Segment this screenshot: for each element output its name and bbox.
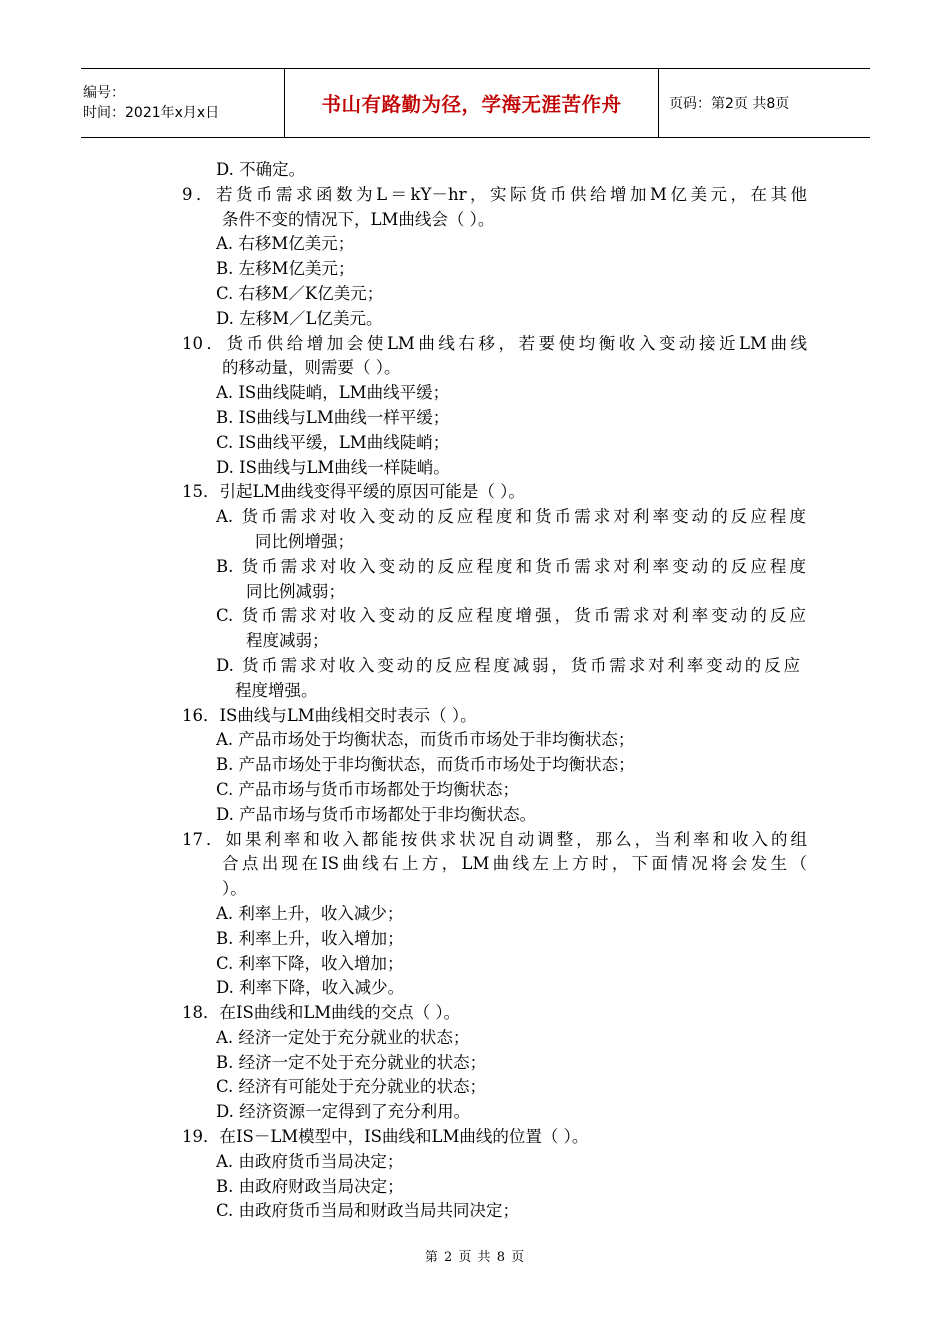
line-text: A. IS曲线陡峭，LM曲线平缓； (216, 383, 450, 403)
page-header (81, 68, 870, 138)
option-continuation (0, 530, 950, 555)
question-line (0, 480, 950, 505)
question-line (0, 332, 950, 357)
option-line (0, 927, 950, 952)
line-text: A. 产品市场处于均衡状态，而货币市场处于非均衡状态； (216, 730, 635, 750)
line-text: C. 经济有可能处于充分就业的状态； (216, 1077, 487, 1097)
line-text: D. 经济资源一定得到了充分利用。 (216, 1102, 471, 1122)
line-text: A. 货币需求对收入变动的反应程度和货币需求对利率变动的反应程度 (216, 507, 806, 527)
option-line (0, 902, 950, 927)
option-line (0, 505, 950, 530)
line-text: B. 产品市场处于非均衡状态，而货币市场处于均衡状态； (216, 755, 635, 775)
line-text: A. 利率上升，收入减少； (216, 903, 404, 923)
line-text: C. 产品市场与货币市场都处于均衡状态； (216, 779, 520, 799)
option-line (0, 232, 950, 257)
question-line (0, 828, 950, 853)
line-text: 9．若货币需求函数为L＝kY－hr，实际货币供给增加M亿美元，在其他 (182, 184, 807, 204)
option-line (0, 803, 950, 828)
option-continuation (0, 580, 950, 605)
header-meta (81, 69, 285, 137)
line-text: D. 货币需求对收入变动的反应程度减弱，货币需求对利率变动的反应 (216, 655, 800, 675)
header-page-info (659, 69, 870, 137)
line-text: B. 经济一定不处于充分就业的状态； (216, 1052, 487, 1072)
option-line (0, 257, 950, 282)
line-text: A. 经济一定处于充分就业的状态； (216, 1027, 470, 1047)
line-text: B. IS曲线与LM曲线一样平缓； (216, 407, 450, 427)
line-text: A. 由政府货币当局决定； (216, 1151, 404, 1171)
page-info-text: 页码：第2页 共8页 (669, 96, 790, 112)
document-number-label: 编号： (83, 85, 125, 101)
line-text: D. IS曲线与LM曲线一样陡峭。 (216, 457, 450, 477)
option-line (0, 381, 950, 406)
option-line (0, 1150, 950, 1175)
option-line (0, 406, 950, 431)
option-line (0, 1175, 950, 1200)
option-line (0, 456, 950, 481)
line-text: D. 利率下降，收入减少。 (216, 978, 405, 998)
line-text: ）。 (222, 879, 247, 899)
line-text: 16．IS曲线与LM曲线相交时表示（ ）。 (182, 705, 477, 725)
line-text: A. 右移M亿美元； (216, 234, 355, 254)
option-line (0, 1100, 950, 1125)
line-text: 18．在IS曲线和LM曲线的交点（ ）。 (182, 1003, 461, 1023)
motto-text: 书山有路勤为径，学海无涯苦作舟 (321, 93, 622, 116)
option-line (0, 654, 950, 679)
option-line (0, 604, 950, 629)
line-text: 合点出现在IS曲线右上方，LM曲线左上方时，下面情况将会发生（ (222, 854, 807, 874)
option-line (0, 158, 950, 183)
line-text: D. 产品市场与货币市场都处于非均衡状态。 (216, 804, 537, 824)
question-line (0, 183, 950, 208)
question-line (0, 1125, 950, 1150)
line-text: 的移动量，则需要（ ）。 (222, 358, 401, 378)
option-line (0, 431, 950, 456)
line-text: 条件不变的情况下，LM曲线会（ ）。 (222, 209, 495, 229)
line-text: B. 利率上升，收入增加； (216, 928, 404, 948)
line-text: D. 不确定。 (216, 160, 306, 179)
line-text: B. 货币需求对收入变动的反应程度和货币需求对利率变动的反应程度 (216, 556, 806, 576)
option-line (0, 307, 950, 332)
option-line (0, 1051, 950, 1076)
document-body (0, 158, 950, 1224)
question-continuation (0, 877, 950, 902)
line-text: 19．在IS－LM模型中，IS曲线和LM曲线的位置（ ）。 (182, 1127, 589, 1147)
line-text: 同比例减弱； (246, 581, 345, 601)
line-text: C. 利率下降，收入增加； (216, 953, 404, 973)
line-text: 10．货币供给增加会使LM曲线右移，若要使均衡收入变动接近LM曲线 (182, 333, 807, 353)
option-line (0, 778, 950, 803)
option-line (0, 1026, 950, 1051)
line-text: C. IS曲线平缓，LM曲线陡峭； (216, 432, 450, 452)
line-text: 15．引起LM曲线变得平缓的原因可能是（ ）。 (182, 482, 525, 502)
header-motto (285, 69, 659, 137)
question-line (0, 704, 950, 729)
option-line (0, 1075, 950, 1100)
line-text: 程度增强。 (235, 680, 318, 700)
line-text: 同比例增强； (255, 531, 354, 551)
question-line (0, 1001, 950, 1026)
page-footer: 第 2 页 共 8 页 (424, 1250, 526, 1265)
line-text: 17．如果利率和收入都能按供求状况自动调整，那么，当利率和收入的组 (182, 829, 807, 849)
option-line (0, 753, 950, 778)
question-continuation (0, 852, 950, 877)
line-text: 程度减弱； (246, 631, 329, 651)
document-date: 时间：2021年x月x日 (83, 105, 220, 121)
option-line (0, 976, 950, 1001)
option-line (0, 728, 950, 753)
line-text: C. 由政府货币当局和财政当局共同决定； (216, 1201, 520, 1221)
line-text: C. 货币需求对收入变动的反应程度增强，货币需求对利率变动的反应 (216, 606, 806, 626)
option-line (0, 1199, 950, 1224)
option-continuation (0, 629, 950, 654)
line-text: C. 右移M／K亿美元； (216, 283, 384, 303)
line-text: B. 由政府财政当局决定； (216, 1176, 404, 1196)
question-continuation (0, 356, 950, 381)
option-line (0, 282, 950, 307)
line-text: B. 左移M亿美元； (216, 259, 355, 279)
option-continuation (0, 679, 950, 704)
question-continuation (0, 208, 950, 233)
line-text: D. 左移M／L亿美元。 (216, 308, 383, 328)
option-line (0, 555, 950, 580)
option-line (0, 952, 950, 977)
